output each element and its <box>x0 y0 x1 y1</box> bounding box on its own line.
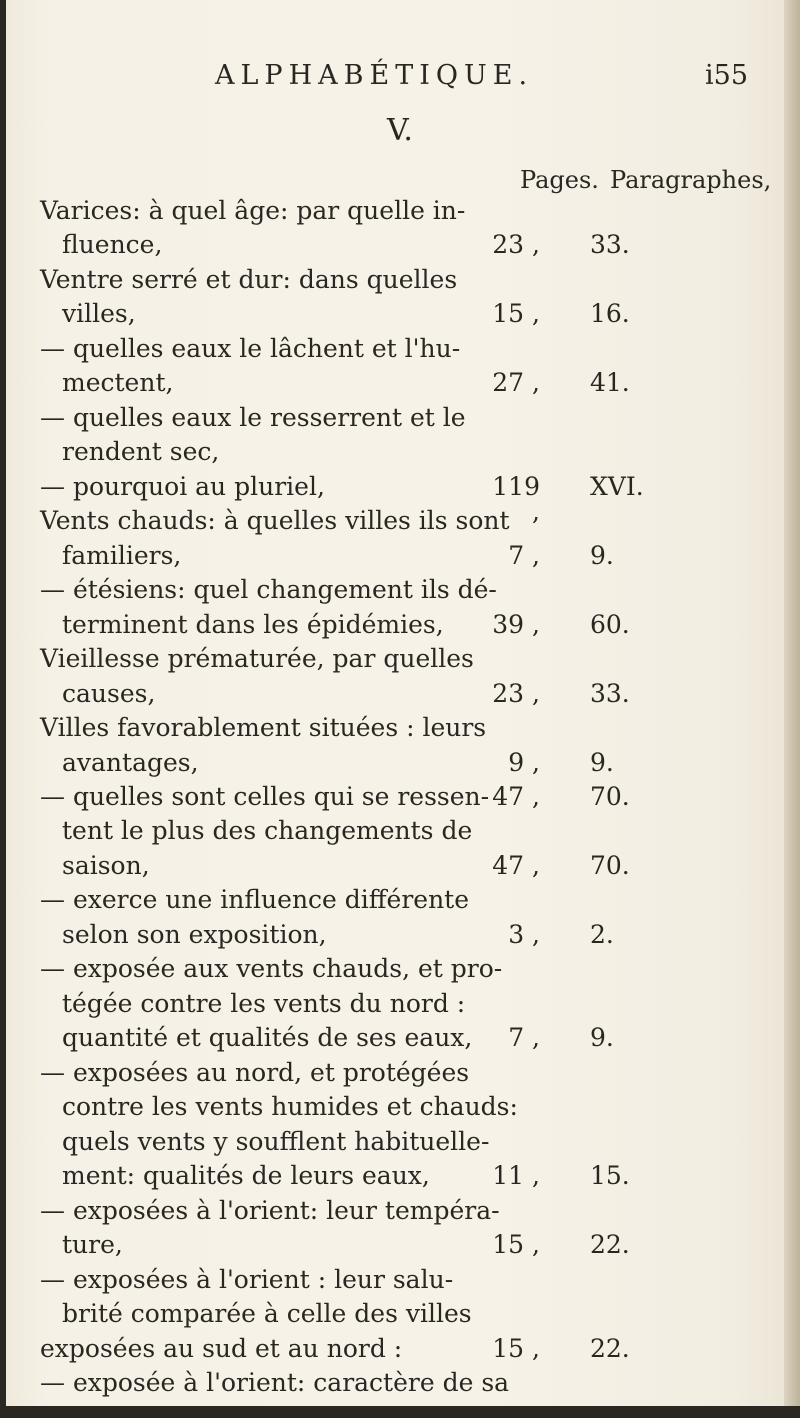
entry-line-overflow: exposées au sud et au nord : <box>40 1334 403 1363</box>
page-ref: 3 , <box>508 920 540 949</box>
entry-line: Varices: à quel âge: par quelle in- <box>40 196 466 225</box>
page-ref: 23 , <box>492 230 540 259</box>
page-ref: 9 , <box>508 748 540 777</box>
entry-line: Ventre serré et dur: dans quelles <box>40 265 458 294</box>
page-ref: 39 , <box>492 610 540 639</box>
entry-line: tégée contre les vents du nord : <box>62 989 466 1018</box>
paragraph-ref: 41. <box>590 368 630 397</box>
entry-line: Villes favorablement situées : leurs <box>40 713 487 742</box>
paragraphs-column-header: Paragraphes, <box>610 166 772 194</box>
entry-line: — exposée aux vents chauds, et pro- <box>40 954 503 983</box>
entry-line: Vents chauds: à quelles villes ils sont <box>40 506 510 535</box>
pages-column-header: Pages. <box>520 166 599 194</box>
page-ref: 15 , <box>492 299 540 328</box>
entry-line: — quelles eaux le lâchent et l'hu- <box>40 334 461 363</box>
paragraph-ref: 70. <box>590 782 630 811</box>
header-title: ALPHABÉTIQUE. <box>215 60 534 91</box>
entry-line: — exposées à l'orient: leur tempéra- <box>40 1196 500 1225</box>
page-right-edge <box>784 0 800 1418</box>
entry-line: Vieillesse prématurée, par quelles <box>40 644 474 673</box>
entry-line: — quelles eaux le resserrent et le <box>40 403 466 432</box>
entry-line: familiers, <box>62 541 182 570</box>
page-number: i55 <box>705 60 748 91</box>
entry-line: villes, <box>62 299 136 328</box>
entry-line: avantages, <box>62 748 199 777</box>
section-letter: V. <box>387 113 413 148</box>
entry-line: — quelles sont celles qui se ressen- <box>40 782 490 811</box>
paragraph-ref: 60. <box>590 610 630 639</box>
entry-line: quantité et qualités de ses eaux, <box>62 1023 473 1052</box>
page-ref: 47 , <box>492 782 540 811</box>
entry-line: contre les vents humides et chauds: <box>62 1092 518 1121</box>
entry-line: ment: qualités de leurs eaux, <box>62 1161 430 1190</box>
entry-line: — pourquoi au pluriel, <box>40 472 325 501</box>
paragraph-ref: 70. <box>590 851 630 880</box>
entry-line: quels vents y soufflent habituelle- <box>62 1127 490 1156</box>
page-ref: 27 , <box>492 368 540 397</box>
entry-line-overflow: — exposée à l'orient: caractère de sa <box>40 1368 510 1397</box>
page-ref: 11 , <box>492 1161 540 1190</box>
paragraph-ref: 2. <box>590 920 614 949</box>
page-ref: 15 , <box>492 1230 540 1259</box>
entry-line: saison, <box>62 851 150 880</box>
page-bottom-edge <box>0 1406 800 1418</box>
entry-line: rendent sec, <box>62 437 220 466</box>
entry-line: ture, <box>62 1230 123 1259</box>
paragraph-ref: XVI. <box>590 472 644 501</box>
page-ref: 23 , <box>492 679 540 708</box>
paragraph-ref: 9. <box>590 748 614 777</box>
paragraph-ref: 22. <box>590 1334 630 1363</box>
page-ref: 119 , <box>492 472 540 526</box>
paragraph-ref: 9. <box>590 1023 614 1052</box>
entry-line: terminent dans les épidémies, <box>62 610 444 639</box>
entry-line: mectent, <box>62 368 174 397</box>
entry-line: fluence, <box>62 230 163 259</box>
paragraph-ref: 22. <box>590 1230 630 1259</box>
entry-line: brité comparée à celle des villes <box>62 1299 472 1328</box>
entry-line: — exposées au nord, et protégées <box>40 1058 470 1087</box>
page-ref: 47 , <box>492 851 540 880</box>
page-ref: 15 , <box>492 1334 540 1363</box>
page-ref: 7 , <box>508 1023 540 1052</box>
entry-line: selon son exposition, <box>62 920 327 949</box>
paragraph-ref: 9. <box>590 541 614 570</box>
entry-line: — étésiens: quel changement ils dé- <box>40 575 497 604</box>
paragraph-ref: 16. <box>590 299 630 328</box>
paragraph-ref: 33. <box>590 230 630 259</box>
entry-line: causes, <box>62 679 156 708</box>
page-ref: 7 , <box>508 541 540 570</box>
paragraph-ref: 15. <box>590 1161 630 1190</box>
entry-line: — exposées à l'orient : leur salu- <box>40 1265 454 1294</box>
entry-line: tent le plus des changements de <box>62 816 473 845</box>
running-header <box>0 60 800 100</box>
paragraph-ref: 33. <box>590 679 630 708</box>
entry-line: — exerce une influence différente <box>40 885 470 914</box>
page-left-edge <box>0 0 6 1418</box>
